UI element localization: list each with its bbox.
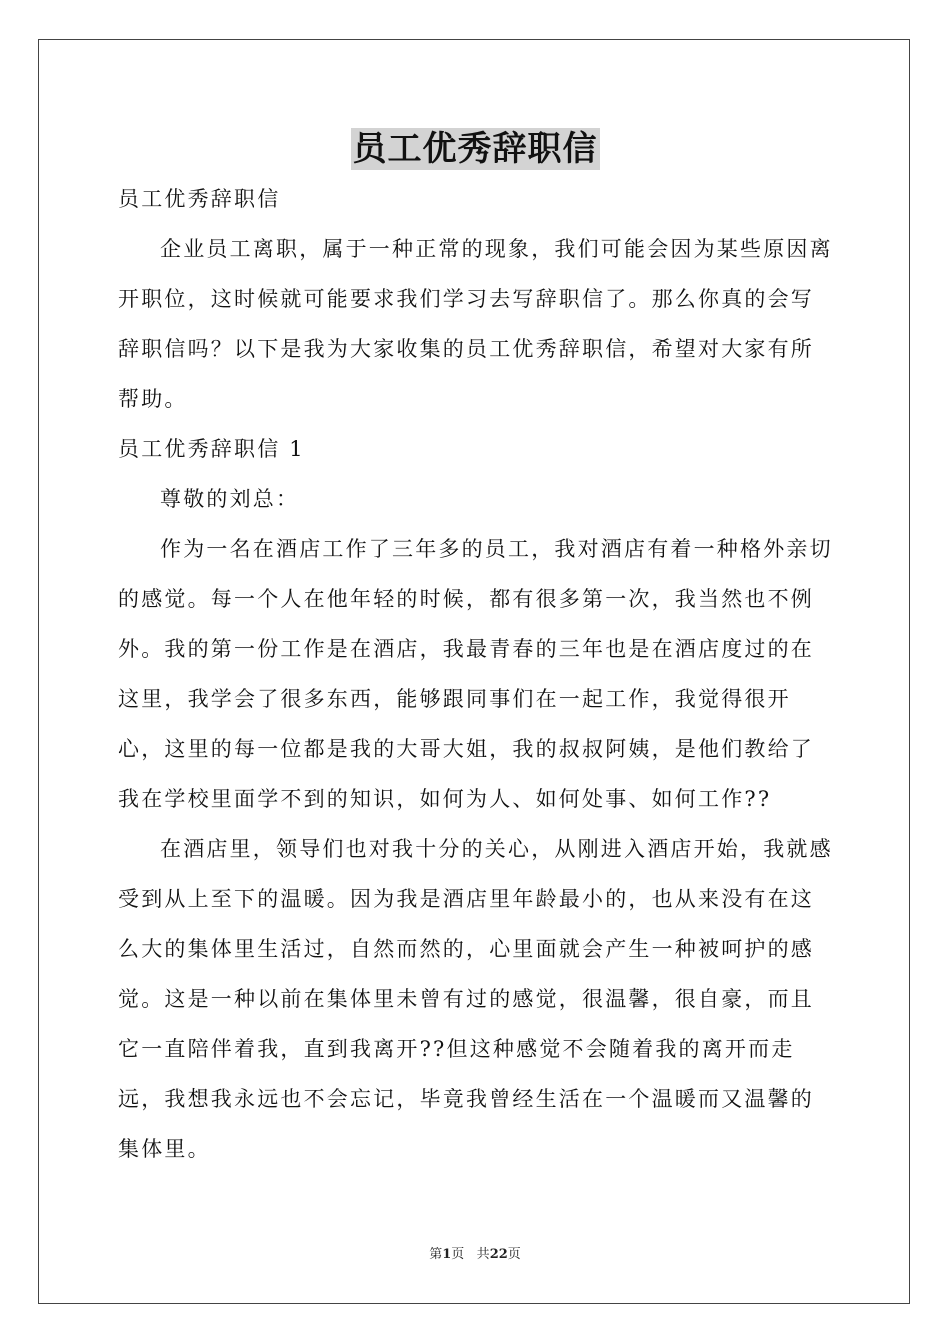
document-body: [118, 174, 834, 1174]
section-heading: 员工优秀辞职信 1: [118, 437, 305, 461]
paragraph: 作为一名在酒店工作了三年多的员工，我对酒店有着一种格外亲切的感觉。每一个人在他年轻的时候，都有很多第一次，我当然也不例外。我的第一份工作是在酒店，我最青春的三年也是在酒店度过的在这里，我学会了很多东西，能够跟同事们在一起工作，我觉得很开心，这里的每一位都是我的大哥大姐，我的叔叔阿姨，是他们教给了我在学校里面学不到的知识，如何为人、如何处事、如何工作??: [118, 537, 833, 811]
salutation: 尊敬的刘总：: [160, 487, 300, 511]
paragraph: 企业员工离职，属于一种正常的现象，我们可能会因为某些原因离开职位，这时候就可能要求我们学习去写辞职信了。那么你真的会写辞职信吗？以下是我为大家收集的员工优秀辞职信，希望对大家有所帮助。: [118, 237, 833, 411]
page-footer: [0, 1246, 950, 1264]
total-pages: 22: [489, 1247, 508, 1262]
page-prefix: 第: [429, 1247, 443, 1262]
page-suffix: 页: [451, 1247, 465, 1262]
page-number: 1: [442, 1247, 452, 1262]
title-container: [0, 128, 950, 170]
total-suffix: 页: [507, 1247, 521, 1262]
document-title: 员工优秀辞职信: [352, 129, 598, 169]
paragraph: 在酒店里，领导们也对我十分的关心，从刚进入酒店开始，我就感受到从上至下的温暖。因为我是酒店里年龄最小的，也从来没有在这么大的集体里生活过，自然而然的，心里面就会产生一种被呵护的感觉。这是一种以前在集体里未曾有过的感觉，很温馨，很自豪，而且它一直陪伴着我，直到我离开??但这种感觉不会随着我的离开而走远，我想我永远也不会忘记，毕竟我曾经生活在一个温暖而又温馨的集体里。: [118, 837, 833, 1161]
paragraph: 员工优秀辞职信: [118, 187, 281, 211]
total-prefix: 共: [476, 1247, 490, 1262]
